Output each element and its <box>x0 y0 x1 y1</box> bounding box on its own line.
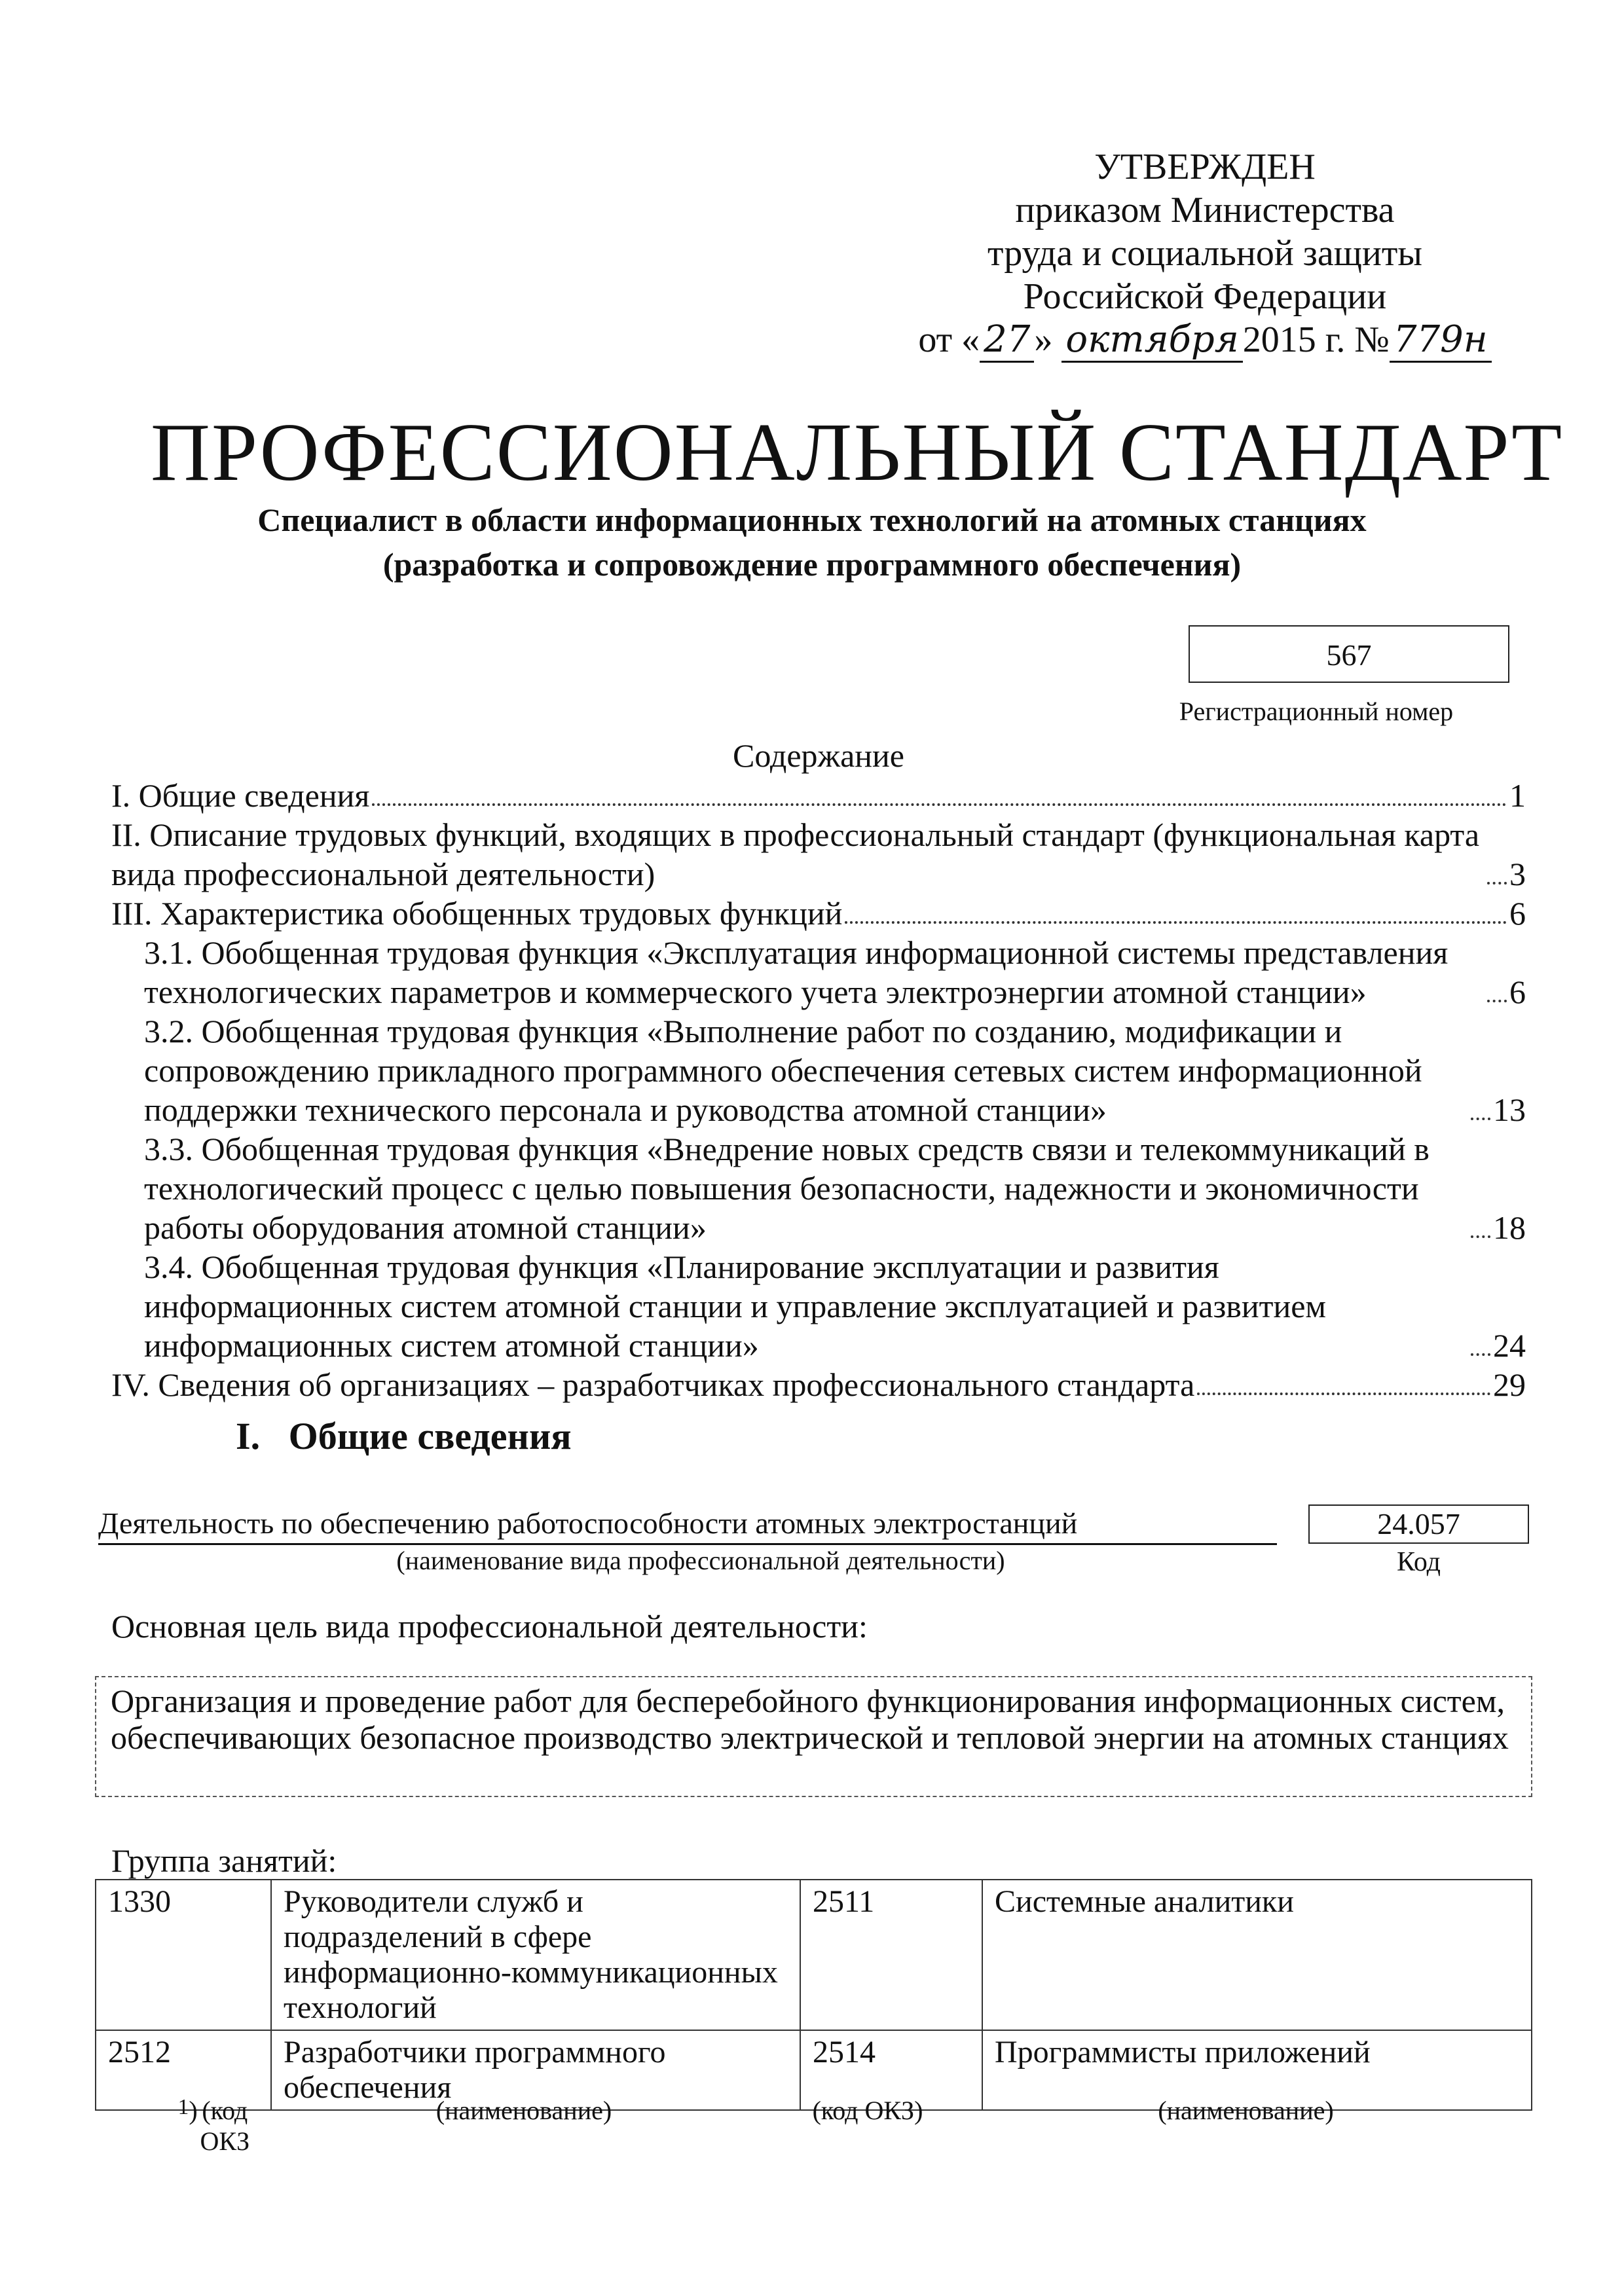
approval-date-line <box>917 318 1493 361</box>
date-year: 2015 г. № <box>1242 319 1390 360</box>
activity-name: Деятельность по обеспечению работоспособности атомных электростанций <box>98 1506 1277 1545</box>
subtitle-line-1: Специалист в области информационных технологий на атомных станциях <box>257 501 1367 538</box>
occupation-group-label: Группа занятий: <box>111 1842 337 1879</box>
approval-block <box>917 145 1493 361</box>
subtitle-line-2: (разработка и сопровождение программного обеспечения) <box>382 546 1242 583</box>
toc-item[interactable]: I. Общие сведения 1 <box>111 777 1526 814</box>
toc-page: 6 <box>1509 974 1526 1010</box>
caption-code-okz: (код ОКЗ $^1$ ) <box>177 2095 250 2156</box>
toc-item[interactable]: III. Характеристика обобщенных трудовых функций 6 <box>111 895 1526 932</box>
registration-number-label: Регистрационный номер <box>1179 697 1454 726</box>
activity-caption: (наименование вида профессиональной деятельности) <box>396 1546 1005 1575</box>
table-of-contents <box>111 776 1526 1404</box>
approval-country-line: Российской Федерации <box>1023 276 1387 317</box>
caption-name: (наименование) <box>435 2096 612 2125</box>
occupation-table <box>95 1879 1532 2111</box>
approval-ministry-line: труда и социальной защиты <box>987 233 1422 274</box>
toc-heading: Содержание <box>733 737 904 774</box>
caption-name: (наименование) <box>1158 2096 1334 2125</box>
toc-item[interactable]: 3.4. Обобщенная трудовая функция «Планирование эксплуатации и развития информационных систем атомной станции и управление эксплуатацией и развитием информационных систем атомной станции» 24 <box>144 1248 1526 1364</box>
okz-name: Разработчики программного обеспечения <box>271 2030 800 2110</box>
section-number: I. <box>236 1415 261 1457</box>
activity-code: 24.057 <box>1308 1504 1529 1544</box>
date-day: 27 <box>980 318 1034 363</box>
toc-page: 6 <box>1509 895 1526 932</box>
date-mid: » <box>1034 319 1053 360</box>
okz-code: 2514 <box>800 2030 982 2110</box>
caption-code-okz: (код ОКЗ) <box>812 2096 923 2125</box>
toc-page: 1 <box>1509 777 1526 814</box>
toc-page: 3 <box>1509 856 1526 892</box>
registration-number-box: 567 <box>1189 625 1509 683</box>
section-title: Общие сведения <box>288 1415 572 1457</box>
toc-page: 24 <box>1493 1327 1526 1364</box>
okz-name: Системные аналитики <box>982 1880 1532 2030</box>
toc-item[interactable]: 3.3. Обобщенная трудовая функция «Внедрение новых средств связи и телекоммуникаций в технологический процесс с целью повышения безопасности, надежности и экономичности работы оборудования атомной станции» 18 <box>144 1131 1526 1246</box>
okz-name: Программисты приложений <box>982 2030 1532 2110</box>
date-prefix: от « <box>918 319 980 360</box>
approval-order-line: приказом Министерства <box>1015 190 1395 230</box>
toc-item[interactable]: 3.1. Обобщенная трудовая функция «Эксплуатация информационной системы представления технологических параметров и коммерческого учета электроэнергии атомной станции» 6 <box>144 934 1526 1010</box>
toc-page: 18 <box>1493 1209 1526 1246</box>
okz-code: 2512 <box>96 2030 271 2110</box>
approval-heading: УТВЕРЖДЕН <box>1094 147 1316 187</box>
okz-code: 1330 <box>96 1880 271 2030</box>
goal-text: Организация и проведение работ для бесперебойного функционирования информационных систем, обеспечивающих безопасное производство электрической и тепловой энергии на атомных станциях <box>95 1676 1532 1797</box>
okz-code: 2511 <box>800 1880 982 2030</box>
date-month: октября <box>1061 318 1242 363</box>
document-title: ПРОФЕССИОНАЛЬНЫЙ СТАНДАРТ <box>151 407 1564 498</box>
table-row <box>96 1880 1532 2030</box>
okz-name: Руководители служб и подразделений в сфере информационно-коммуникационных технологий <box>271 1880 800 2030</box>
section-heading <box>236 1414 572 1458</box>
toc-page: 29 <box>1493 1366 1526 1403</box>
toc-item[interactable]: 3.2. Обобщенная трудовая функция «Выполнение работ по созданию, модификации и сопровождению прикладного программного обеспечения сетевых систем информационной поддержки технического персонала и руководства атомной станции» 13 <box>144 1013 1526 1128</box>
order-number: 779н <box>1390 318 1492 363</box>
document-subtitle <box>98 498 1526 587</box>
goal-label: Основная цель вида профессиональной деятельности: <box>111 1608 868 1645</box>
toc-page: 13 <box>1493 1091 1526 1128</box>
toc-item[interactable]: II. Описание трудовых функций, входящих в профессиональный стандарт (функциональная карта вида профессиональной деятельности) 3 <box>111 816 1526 892</box>
activity-code-caption: Код <box>1396 1547 1441 1577</box>
toc-item[interactable]: IV. Сведения об организациях – разработчиках профессионального стандарта 29 <box>111 1366 1526 1403</box>
